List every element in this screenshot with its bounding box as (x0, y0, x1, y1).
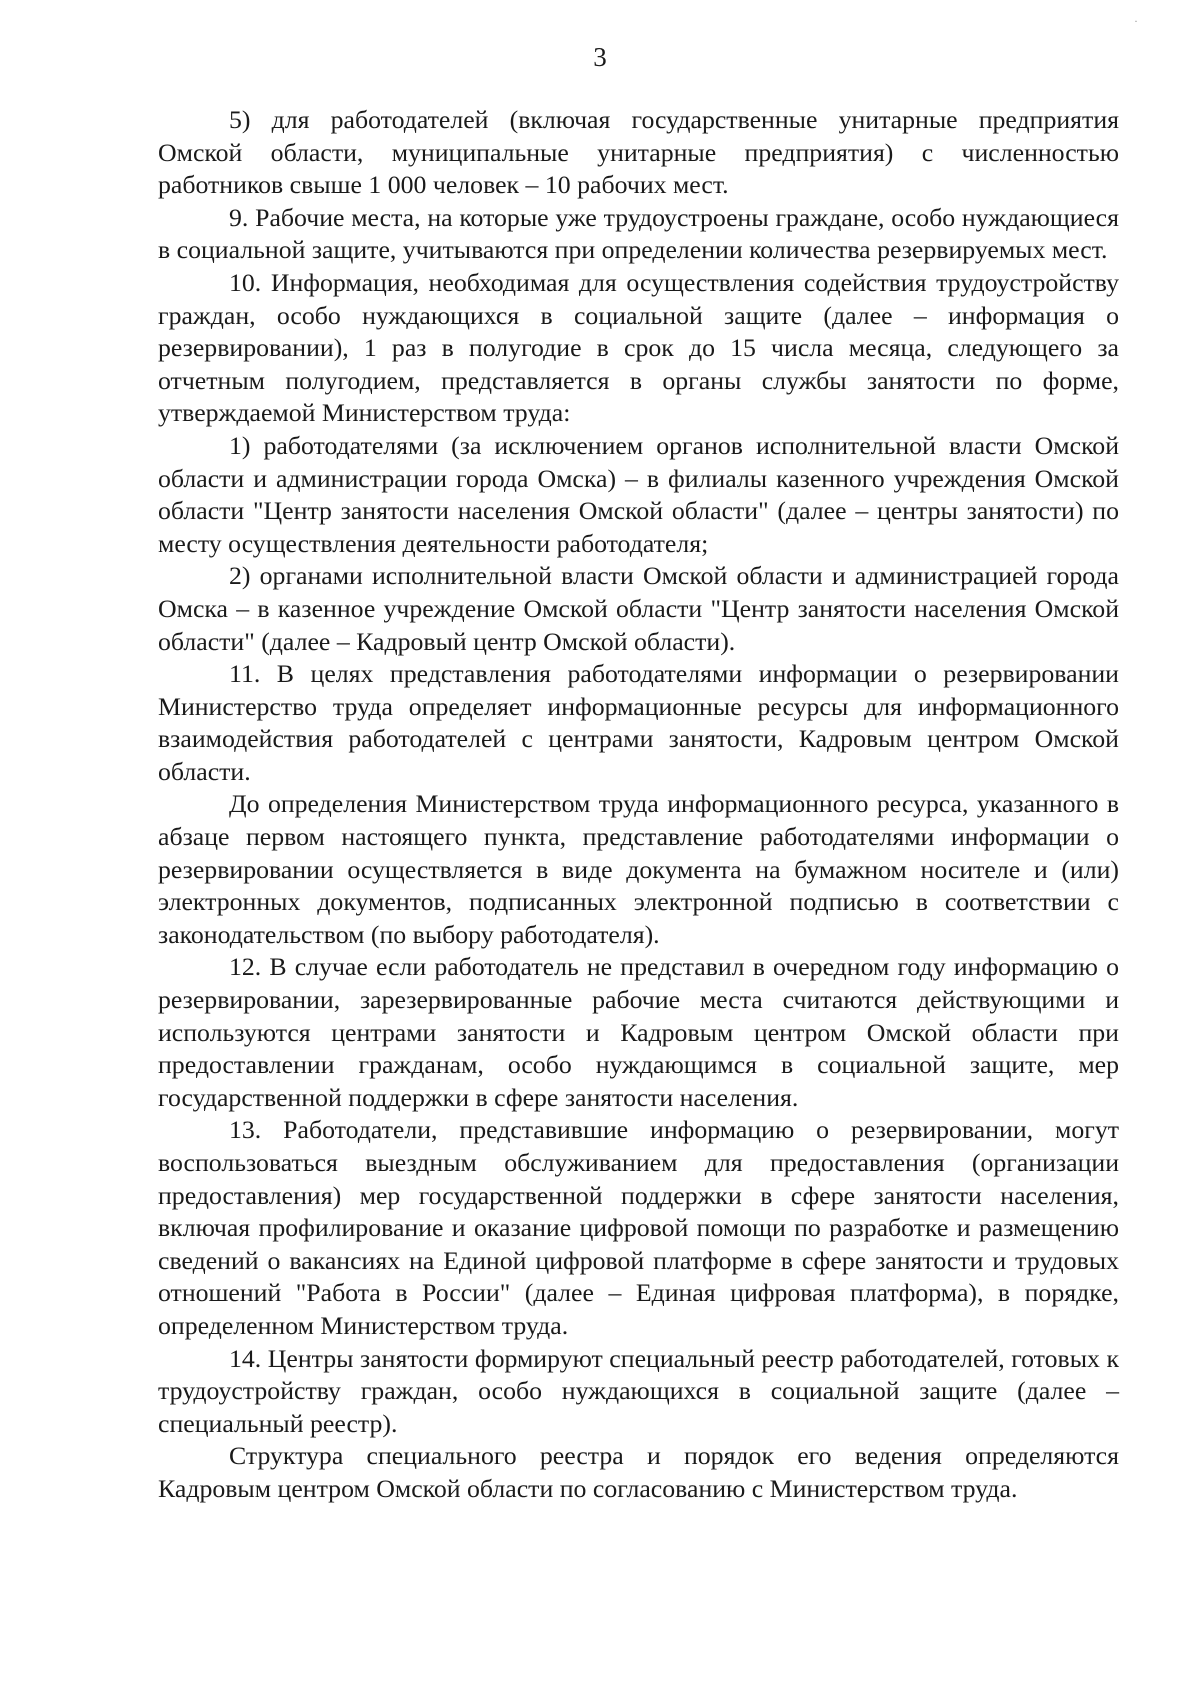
scan-mark: · (1134, 14, 1138, 28)
paragraph-clause-9: 9. Рабочие места, на которые уже трудоустроены граждане, особо нуждающиеся в социальной защите, учитываются при определении количества резервируемых мест. (158, 202, 1119, 265)
paragraph-clause-14: 14. Центры занятости формируют специальный реестр работодателей, готовых к трудоустройству граждан, особо нуждающихся в социальной защите (далее – специальный реестр). (158, 1343, 1119, 1438)
document-body (158, 104, 1119, 1506)
paragraph-clause-10: 10. Информация, необходимая для осуществления содействия трудоустройству граждан, особо нуждающихся в социальной защите (далее – информация о резервировании), 1 раз в полугодие в срок до 15 числа месяца, следующего за отчетным полугодием, представляется в органы службы занятости по форме, утверждаемой Министерством труда: (158, 267, 1119, 428)
paragraph-clause-14-part-2: Структура специального реестра и порядок его ведения определяются Кадровым центром Омской области по согласованию с Министерством труда. (158, 1441, 1119, 1503)
paragraph-item-5: 5) для работодателей (включая государственные унитарные предприятия Омской области, муниципальные унитарные предприятия) с численностью работников свыше 1 000 человек – 10 рабочих мест. (158, 105, 1119, 200)
page-number: 3 (593, 42, 607, 72)
paragraph-clause-10-item-1: 1) работодателями (за исключением органов исполнительной власти Омской области и администрации города Омска) – в филиалы казенного учреждения Омской области "Центр занятости населения Омской области" (далее – центры занятости) по месту осуществления деятельности работодателя; (158, 430, 1119, 558)
paragraph-clause-12: 12. В случае если работодатель не представил в очередном году информацию о резервировании, зарезервированные рабочие места считаются действующими и используются центрами занятости и Кадровым центром Омской области при предоставлении гражданам, особо нуждающимся в социальной защите, мер государственной поддержки в сфере занятости населения. (158, 952, 1119, 1112)
paragraph-clause-10-item-2: 2) органами исполнительной власти Омской области и администрацией города Омска – в казенное учреждение Омской области "Центр занятости населения Омской области" (далее – Кадровый центр Омской области). (158, 561, 1119, 656)
paragraph-clause-11: 11. В целях представления работодателями информации о резервировании Министерство труда определяет информационные ресурсы для информационного взаимодействия работодателей с центрами занятости, Кадровым центром Омской области. (158, 659, 1119, 786)
paragraph-clause-11-part-2: До определения Министерством труда информационного ресурса, указанного в абзаце первом настоящего пункта, представление работодателями информации о резервировании осуществляется в виде документа на бумажном носителе и (или) электронных документов, подписанных электронной подписью в соответствии с законодательством (по выбору работодателя). (158, 789, 1119, 949)
paragraph-clause-13: 13. Работодатели, представившие информацию о резервировании, могут воспользоваться выездным обслуживанием для предоставления (организации предоставления) мер государственной поддержки в сфере занятости населения, включая профилирование и оказание цифровой помощи по разработке и размещению сведений о вакансиях на Единой цифровой платформе в сфере занятости и трудовых отношений "Работа в России" (далее – Единая цифровая платформа), в порядке, определенном Министерством труда. (158, 1115, 1119, 1340)
